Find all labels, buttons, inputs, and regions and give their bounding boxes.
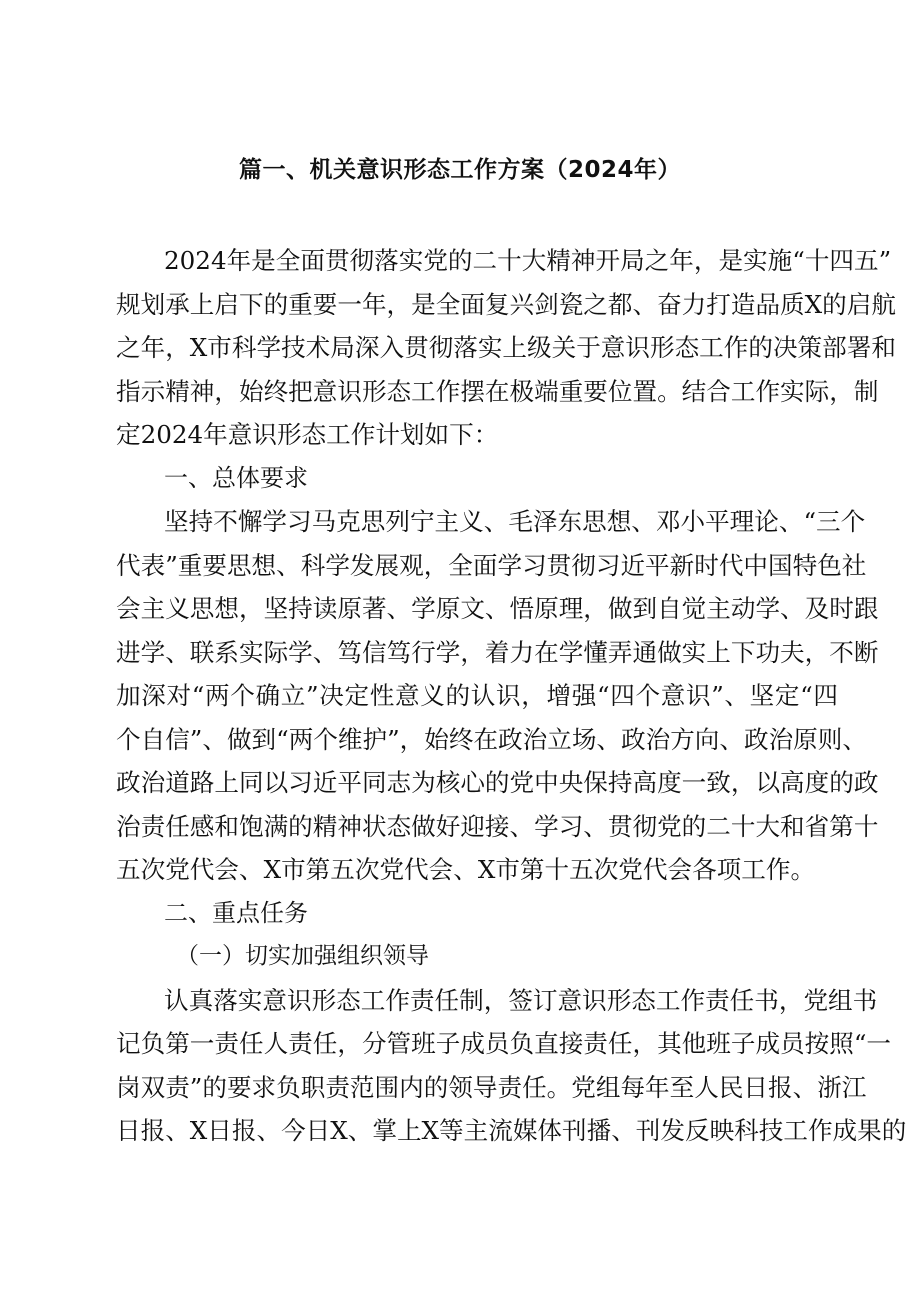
section-heading-general-requirements: 一、总体要求 <box>164 463 308 492</box>
document-title: 篇一、机关意识形态工作方案（2024年） <box>238 157 681 183</box>
section1-line: 进学、联系实际学、笃信笃行学，着力在学懂弄通做实上下功夫，不断 <box>116 637 879 667</box>
section1-line: 治责任感和饱满的精神状态做好迎接、学习、贯彻党的二十大和省第十 <box>116 811 879 841</box>
intro-line: 2024年是全面贯彻落实党的二十大精神开局之年，是实施“十四五” <box>164 246 892 275</box>
section1-line: 政治道路上同以习近平同志为核心的党中央保持高度一致，以高度的政 <box>116 768 879 797</box>
document-body <box>116 239 907 1153</box>
section1-line: 五次党代会、X市第五次党代会、X市第十五次党代会各项工作。 <box>116 855 816 884</box>
section1-line: 加深对“两个确立”决定性意义的认识，增强“四个意识”、坚定“四 <box>116 681 838 710</box>
section1-line: 代表”重要思想、科学发展观，全面学习贯彻习近平新时代中国特色社 <box>116 550 867 580</box>
subsection-heading: （一）切实加强组织领导 <box>176 943 429 969</box>
intro-line: 规划承上启下的重要一年，是全面复兴剑瓷之都、奋力打造品质X的启航 <box>116 289 896 319</box>
section1-line: 个自信”、做到“两个维护”，始终在政治立场、政治方向、政治原则、 <box>116 724 867 754</box>
section2-line: 认真落实意识形态工作责任制，签订意识形态工作责任书，党组书 <box>164 985 878 1015</box>
section-heading-key-tasks: 二、重点任务 <box>164 898 308 927</box>
section1-line: 会主义思想，坚持读原著、学原文、悟原理，做到自觉主动学、及时跟 <box>116 594 879 623</box>
intro-line: 定2024年意识形态工作计划如下： <box>116 420 499 449</box>
intro-line: 指示精神，始终把意识形态工作摆在极端重要位置。结合工作实际，制 <box>116 376 879 406</box>
section2-line: 记负第一责任人责任，分管班子成员负直接责任，其他班子成员按照“一 <box>116 1029 891 1058</box>
section2-line: 岗双责”的要求负职责范围内的领导责任。党组每年至人民日报、浙江 <box>116 1072 867 1102</box>
section1-line: 坚持不懈学习马克思列宁主义、毛泽东思想、邓小平理论、“三个 <box>164 507 866 536</box>
intro-line: 之年，X市科学技术局深入贯彻落实上级关于意识形态工作的决策部署和 <box>116 333 896 362</box>
section2-line: 日报、X日报、今日X、掌上X等主流媒体刊播、刊发反映科技工作成果的 <box>116 1116 907 1145</box>
